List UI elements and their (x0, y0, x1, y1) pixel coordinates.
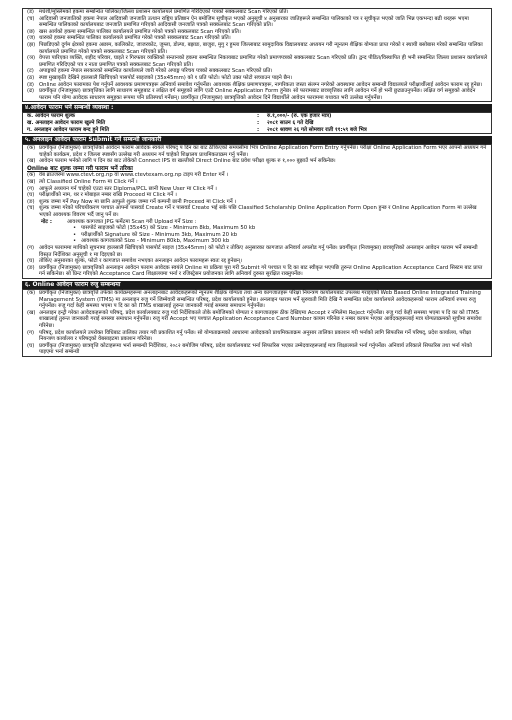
fee-label: ख. अनलाइन आवेदन फाराम खुल्ने मिति (27, 119, 106, 126)
document-requirement-item (23, 68, 491, 75)
document-requirement-item-marker: (च) (27, 15, 35, 22)
correction-rule-item-text: परिषद्, प्रदेश कार्यालयले उपरोक्त विधिबाट तालिका तयार गरी प्रकाशित गर्नु पर्नेछ। सो योग्यताक्रमको आधारमा आवेदकको प्राथमिकताक्रम अनुसार तालिका प्रकाशन गरी भर्नाको लागि सिफारिस गर्ने परिषद्, प्रदेश कार्यालय, परीक्षा नियन्त्रण कार्यालय र परिषद्को वेबसाइटमा प्रकाशन गरिनेछ। (39, 329, 472, 343)
online-step-item (23, 179, 491, 186)
fee-value: २०८१ साउन ६ गते देखि (267, 119, 314, 126)
submit-rule-item-marker: (घ) (27, 258, 35, 265)
fee-row (23, 127, 491, 134)
bullet-icon: • (73, 231, 77, 238)
document-requirement-item-text: पिछडिएको दुर्गम क्षेत्रको हकमा अछाम, कालिकोट, जाजरकोट, जुम्ला, डोल्पा, बझाङ, बाजुरा, मुगु र हुम्ला जिल्लाबाट सामुदायिक विद्यालयबाट अध्ययन गरी न्यूनतम शैक्षिक योग्यता प्राप्त गरेको र स्थायी बसोबास गरेको सम्बन्धित पालिका कार्यालयले प्रमाणित गरेको पत्रको सक्कलबाट Scan गरिएको प्रति। (39, 41, 483, 55)
online-step-item-marker: (ङ) (27, 198, 35, 205)
submit-rule-item-marker: (ङ) (27, 264, 35, 271)
online-step-item-marker: (क) (27, 172, 36, 179)
document-requirement-item-marker: (ठ) (27, 74, 35, 81)
document-requirement-item-marker: (ज) (27, 35, 36, 42)
notice-document (22, 8, 492, 357)
submit-rule-item-text: प्रवर्गीकृत (निजामुक्त) छात्रवृत्तिको अनलाइन आवेदन फाराम आवेदक स्वयंले Online मा प्रक्रिया पूरा गरी Submit गरे पश्चात प दि का बाट स्वीकृत भएपछि तुरुन्त Online Application Acceptance Card सिस्टम बाट प्राप्त गर्न सकिनेछ। सो प्रिन्ट गरिएको Acceptance Card शिक्षालयमा भर्ना र रजिस्ट्रेसन प्रयोजनका लागि अनिवार्य दुरुस्त सुरक्षित राख्नुपर्नेछ। (39, 264, 483, 278)
fee-label: क. आवेदन फाराम शुल्क (27, 113, 75, 120)
document-requirement-item (23, 35, 491, 42)
correction-rule-item-text: अनलाइन इन्ट्री गरेका आवेदकहरूको परिषद्, प्रदेश कार्यालयबाट रुजु गर्दा निर्देशिकाले तोके बमोजिमको योग्यता र कागजातहरू ठीक देखिएमा Accept र नमिलेमा Reject गर्नुपर्नेछ। रुजु गर्दा केही समस्या भएमा प दि का को ITMS शाखालाई तुरुन्त जानकारी गराई समस्या समाधान गर्नुपर्नेछ। रुजु गरी Accept भए पश्चात Application Acceptance Card Number कायम गरिनेछ र नम्बर कायम भएका आवेदकहरूलाई मात्र योग्यताक्रमको सूचीमा समावेश गरिनेछ। (39, 309, 482, 329)
document-requirement-item (23, 88, 491, 101)
document-requirement-item-marker: (छ) (27, 28, 35, 35)
correction-rule-item (23, 330, 491, 343)
online-step-item-marker: (घ) (27, 192, 35, 199)
online-step-item (23, 192, 491, 199)
submit-rule-item (23, 245, 491, 258)
document-requirement-item (23, 9, 491, 16)
online-step-item-text: परीक्षार्थीको नाम, थर र मोबाइल नम्बर राखि Proceed मा Click गर्ने । (39, 192, 177, 199)
correction-rule-item-marker: (घ) (27, 342, 35, 349)
online-step-item (23, 205, 491, 218)
online-step-item-marker: (ग) (27, 185, 35, 192)
note-text: आवश्यक कागजात JPG फर्मेटमा Scan गरी Upload गर्ने Size : (67, 218, 197, 225)
document-requirement-item-marker: (ड) (27, 81, 34, 88)
document-requirement-item-marker: (ट) (27, 68, 34, 75)
document-requirement-item-text: खस आर्यको हकमा सम्बन्धित पालिका कार्यालयले प्रमाणित गरेको पत्रको सक्कलबाट Scan गरिएको प्रति। (39, 28, 241, 35)
correction-section-box (22, 289, 492, 357)
submit-info-item (23, 145, 491, 158)
upload-size-item (23, 225, 491, 232)
document-requirement-item-text: अपाङ्गको हकमा नेपाल सरकारको सम्बन्धित कार्यालयले जारी गरेको अपाङ्ग परिचय पत्रको सक्कलबाट Scan गरिएको प्रति। (39, 68, 273, 75)
online-payment-heading: Online बाट शुल्क जम्मा गरी फाराम भर्ने तरिका (27, 165, 133, 172)
online-step-item-marker: (ख) (27, 179, 36, 186)
online-step-item-text: आफुले अध्ययन गर्न चाहेको एउटा स्तर Diploma/PCL छानी New User मा Click गर्ने । (39, 185, 217, 192)
correction-section-heading: ६. Online आवेदन फाराम रुजु सम्बन्धमा (22, 281, 492, 289)
upload-size-text: आवश्यक कागजातको Size - Minimum 80kb, Maximum 300 kb (81, 238, 230, 245)
document-requirement-item-marker: (ञ) (27, 55, 36, 62)
submit-rule-item-text: आवेदन फाराममा माथिको सूचनामा हालसालै खिचिएको पासपोर्ट साइज (35x45mm) को फोटो र तोकिए अनुसारका कागजात अनिवार्य अपलोड गर्नु पर्नेछ। प्रवर्गीकृत (निजामुक्त) छात्रवृत्तिको अनलाइन आवेदन फाराम भर्ने सम्बन्धी विस्तृत निर्देशिका अनुसूची १ मा दिइएको छ। (39, 245, 478, 258)
online-step-item-text: त्यो Classified Online Form मा Click गर्ने । (39, 179, 138, 186)
correction-rule-item-text: प्रवर्गीकृत (निजामुक्त) छात्रवृत्ति कोटाहरूमा भर्ना सम्बन्धी निर्देशिका, २०८२ बमोजिम परिषद्, प्रदेश कार्यालयबाट भर्ना सिफारिस भएका उम्मेदवारहरूलाई मात्र शिक्षालयले भर्ना गर्नुपर्नेछ। अनिवार्य तरिकाले सिफारिस तथा भर्ना गरेको पाइएमा भर्ना सम्बन्धी (39, 342, 472, 356)
submit-section-heading: ५. अनलाइन आवेदन फाराम Submit गर्ने सम्बन्धी जानकारी (22, 136, 492, 144)
fee-row (23, 113, 491, 120)
correction-rule-item-marker: (ख) (27, 309, 36, 316)
eligibility-documents-box (22, 8, 492, 102)
note-label: नोट : (41, 218, 52, 225)
correction-rule-item (23, 290, 491, 310)
online-step-item-text: शुल्क जम्मा गरेको परिचयीकरण पश्चात आफ्नो पासवर्ड Create गर्ने र पासवर्ड Create भई सके पछि Classified Scholarship Online Application Form Open हुन्छ र Online Application Form मा उल्लेख भएको आवश्यक विवरण भर्दै जानु पर्ने छ। (39, 205, 477, 219)
correction-rule-item-marker: (क) (27, 289, 36, 296)
correction-rule-item (23, 310, 491, 330)
fee-value: २०८१ श्रावण २६ गते सोमवार राती ११:५९ बजे भित्र (267, 126, 367, 133)
document-requirement-item-text: आदिवासी जनजातिको हकमा नेपाल आदिवासी जनजाति उत्थान राष्ट्रिय प्रतिष्ठान ऐन बमोजिम सूचीकृत भएको अनुसूची ४ अनुसारका जातिहरूले सम्बन्धित पालिकाको पत्र र सूचीकृत भएको जाति भिन्न एकभन्दा बढी थरहरू भएमा सम्बन्धित पालिकाको कार्यालयबाट जनजाति प्रमाणित गरिएको आदिवासी जनजाति पत्रको सक्कलबाट Scan गरिएको प्रति। (39, 15, 469, 29)
bullet-icon: • (73, 238, 77, 245)
document-requirement-item (23, 75, 491, 82)
fee-section-heading: ४.आवेदन फाराम भर्ने सम्बन्धी व्यवस्था : (22, 104, 492, 112)
submit-info-item-text: प्रवर्गीकृत (निजामुक्त) छात्रवृत्तिको आवेदन फाराम आवेदक स्वयंले परिषद् प दिन का बाट ठीकिएको समयसीमा भित्र Online Application Form Entry गर्नुपर्नेछ। परीक्षा Online Application Form भएर आफ्नो अध्ययन गर्न चाहेको कार्यक्रम, प्रदेश र जिल्ला स्पष्टसँग उल्लेख गरी अध्ययन गर्न चाहेको शिक्षालय प्राथमिकताक्रम गर्नु पर्नेछ। (39, 145, 487, 158)
document-requirement-item (23, 42, 491, 55)
document-requirement-item (23, 55, 491, 68)
bullet-icon: • (73, 225, 77, 232)
fee-value: रु.१,०००/- (रु. एक हजार मात्र) (267, 113, 332, 120)
fee-label: ग. अनलाइन आवेदन फाराम बन्द हुने मिति (27, 126, 109, 133)
fee-separator: : (257, 113, 260, 120)
fee-separator: : (257, 126, 260, 133)
document-requirement-item-text: स्पष्ट मुखाकृति देखिने हालसालै खिचिएको पासपोर्ट साइजको (35x45mm) को १ प्रति फोटो। फोटो उक्त फोटो सच्याउन पाइने छैन। (39, 74, 293, 81)
upload-size-text: पासपोर्ट साइजको फोटो (35x45) को Size - Minimum 8kb, Maximum 50 kb (81, 225, 256, 232)
document-requirement-item-text: Online आवेदन फारामका पेश गर्नुपर्ने आवश्यक प्रमाणपत्रहरू अनिवार्य समावेश गर्नुपर्नेछ। आवश्यक शैक्षिक प्रमाणपत्रहरू, नागरिकता जस्ता संलग्न नगरेको अवस्थामा आवेदन सम्बन्धी विद्यालयले परीक्षार्थीलाई आवेदन फाराम रद्द हुनेछ। (39, 81, 483, 88)
submit-info-item (23, 158, 491, 165)
upload-size-text: परीक्षार्थीको Signature को Size - Minimum 3kb, Maximum 20 kb (81, 231, 238, 238)
document-requirement-item-marker: (ड) (27, 9, 34, 15)
document-requirement-item-text: थारुको हकमा सम्बन्धित पालिका कार्यालयले प्रमाणित गरेको पत्रको सक्कलबाट Scan गरिएको प्रति। (39, 35, 231, 42)
document-requirement-item (23, 16, 491, 29)
correction-rule-item-marker: (ग) (27, 329, 35, 336)
submit-info-item-marker: (क) (27, 145, 36, 152)
fee-section-box (22, 112, 492, 134)
document-requirement-item-text: प्रवर्गीकृत (निजामुक्त) छात्रवृत्तिका लागि साधारण समूहबाट र लक्षित वर्ग समूहको लागि एउटै Online Application Form हुनेछ। सो फारामबाट छात्रवृत्तिका लागि आवेदन गर्ने हो भनी छुट्याउनुपर्नेछ। लक्षित वर्ग समूहको आवेदन फाराम पनि योग्य आवेदक साधारण समूहका रूपमा पनि प्रतिस्पर्धा गर्नेछन्। प्रवर्गीकृत (निजामुक्त) छात्रवृत्तिको आवेदन दिने विद्यार्थीले आवेदन फाराममा यथावत भरी उल्लेख गर्नुपर्नेछ। (39, 88, 476, 101)
upload-size-item (23, 238, 491, 245)
submit-rule-item-marker: (ग) (27, 245, 35, 251)
fee-row (23, 120, 491, 127)
submit-rule-item (23, 265, 491, 278)
correction-rule-item (23, 343, 491, 356)
online-step-item-text: शुल्क जम्मा गर्ने Pay Now मा छानि आफुले शुल्क जम्मा गर्ने कम्पनी छानी Proceed मा Click गर्ने । (39, 198, 237, 205)
document-requirement-item-marker: (झ) (27, 41, 36, 48)
correction-rule-item-text: प्रवर्गीकृत (निजामुक्त) छात्रवृत्ति तर्फका कार्यक्रमहरूमा अनलाइनबाट आवेदकहरूको न्यूनतम शैक्षिक योग्यता तथा अन्य कागजातहरू परिक्षा नियन्त्रण कार्यालयबाट उपलब्ध गराइएको Web Based Online Integrated Training Management System (ITMS) मा अनलाइन रुजु गर्ने जिम्मेवारी सम्बन्धित परिषद्, प्रदेश कार्यालयको हुनेछ। अनलाइन फाराम भर्ने सुरुवाती मिति देखि नै सम्बन्धित प्रदेश कार्यालयले आवेदकहरूको फाराम अनिवार्य रुपमा रुजु गर्नुपर्नेछ। रुजु गर्दा केही समस्या भएमा प दि का को ITMS शाखालाई तुरुन्त जानकारी गराई समस्या समाधान गर्नुपर्नेछ। (39, 289, 481, 310)
online-step-item-text: वेब ब्राउजरमा www.ctevt.org.np वा www.ctevtexam.org.np टाइप गरी Enter गर्ने । (39, 172, 229, 179)
submit-info-item-text: आवेदन फाराम भर्नको लागि प दिन का बाट तोकेको Connect IPS वा खल्तीको Direct Online बाट प्रवेश परीक्षा शुल्क रु १,००० बुझाउँ भर्न सकिनेछ। (39, 158, 336, 165)
submit-rule-item (23, 258, 491, 265)
document-requirement-item-text: मधेशी/मुस्लिमको हकमा सम्बन्धित पालिका/जिल्ला प्रशासन कार्यालयले प्रमाणित गरिदिएको पत्रको सक्कलबाट Scan गरिएको प्रति। (39, 9, 289, 15)
document-requirement-item-text: वेपत्ता पारिएका व्यक्ति, शहीद परिवार, घाइते र गिरफ्तार व्यक्तिको सन्तानको हकमा सम्बन्धित निकायबाट प्रमाणित गरेको प्रमाणपत्रको सक्कलबाट Scan गरिएको प्रति। द्वन्द पीडित/विस्थापित ही भनी सम्बन्धित जिल्ला प्रशासन कार्यालयले प्रमाणित गरिदिएको पत्र र नाता प्रमाणित पत्रको सक्कलबाट Scan गरिएको प्रति। (39, 55, 488, 68)
submit-section-box (22, 144, 492, 279)
fee-separator: : (257, 119, 260, 126)
document-requirement-item-marker: (ढ) (27, 88, 35, 95)
submit-info-item-marker: (ख) (27, 158, 36, 165)
online-step-item-marker: (च) (27, 205, 35, 212)
submit-rule-item-text: तोकिए अनुसारका शुल्क, फोटो र कागजात समावेश नभएका अनलाइन आवेदन फारामहरू स्वतः रद्द हुनेछन्। (39, 258, 242, 265)
